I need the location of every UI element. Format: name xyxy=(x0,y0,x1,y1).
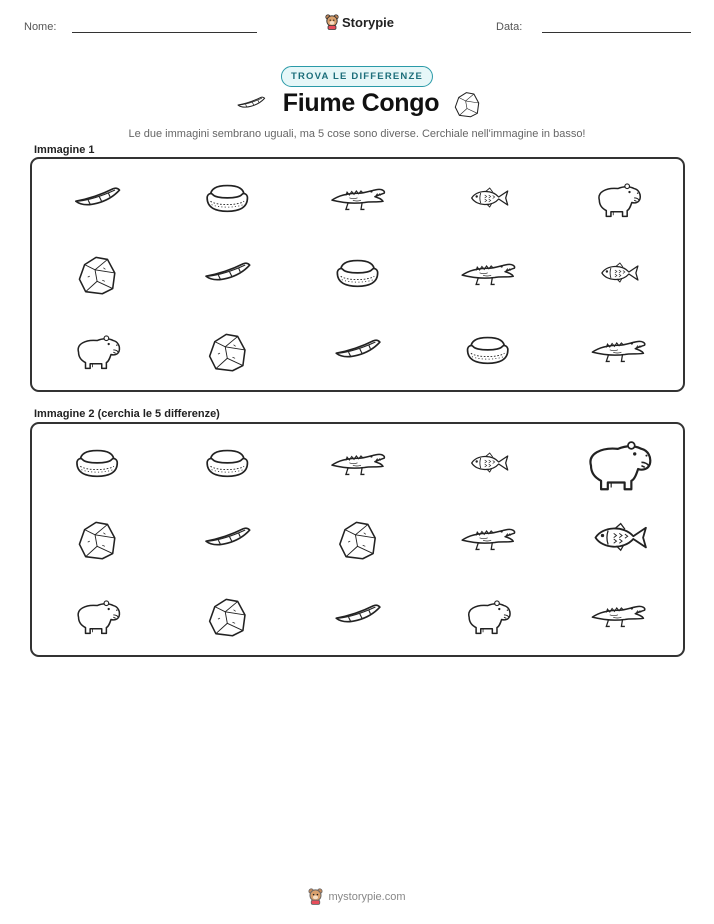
bracelet-icon xyxy=(207,186,247,212)
hippo-icon[interactable] xyxy=(590,442,650,489)
crocodile-icon xyxy=(592,341,644,361)
image2-grid[interactable] xyxy=(32,424,683,655)
hippo-icon xyxy=(78,336,119,368)
date-field[interactable] xyxy=(542,32,691,33)
bracelet-icon[interactable] xyxy=(77,451,117,477)
canoe-icon[interactable] xyxy=(336,605,380,621)
hippo-icon xyxy=(599,184,640,216)
canoe-icon xyxy=(206,263,250,279)
page-title: Fiume Congo xyxy=(282,88,440,117)
rock-icon[interactable] xyxy=(340,522,375,558)
image1-label: Immagine 1 xyxy=(34,144,95,156)
worksheet-type-badge: TROVA LE DIFFERENZE xyxy=(281,66,433,87)
bracelet-icon[interactable] xyxy=(207,451,247,477)
canoe-icon xyxy=(233,92,269,114)
canoe-icon[interactable] xyxy=(206,528,250,544)
footer xyxy=(0,888,714,905)
date-label: Data: xyxy=(496,21,523,33)
instructions: Le due immagini sembrano uguali, ma 5 cose sono diverse. Cerchiale nell'immagine in basso! xyxy=(128,128,586,140)
bracelet-icon xyxy=(468,338,508,364)
canoe-icon xyxy=(76,188,120,204)
title-row xyxy=(0,88,714,118)
image1-panel xyxy=(30,157,685,392)
footer-site: mystorypie.com xyxy=(328,890,406,903)
bracelet-icon xyxy=(337,261,377,287)
canoe-icon xyxy=(336,340,380,356)
bear-logo-icon xyxy=(308,888,323,905)
crocodile-icon xyxy=(462,264,514,284)
brand-name: Storypie xyxy=(342,14,395,30)
rock-icon[interactable] xyxy=(210,599,245,635)
bear-logo-icon xyxy=(325,14,339,30)
crocodile-icon[interactable] xyxy=(332,454,384,474)
name-field[interactable] xyxy=(72,32,257,33)
rock-icon xyxy=(210,334,245,370)
fish-icon[interactable] xyxy=(596,524,646,551)
crocodile-icon xyxy=(332,189,384,209)
image2-label: Immagine 2 (cerchia le 5 differenze) xyxy=(34,408,220,420)
image1-grid xyxy=(32,159,683,390)
rock-icon[interactable] xyxy=(79,522,114,558)
hippo-icon[interactable] xyxy=(469,601,510,633)
rock-icon xyxy=(79,257,114,293)
image2-panel[interactable] xyxy=(30,422,685,657)
fish-icon xyxy=(602,263,638,282)
crocodile-icon[interactable] xyxy=(462,529,514,549)
fish-icon xyxy=(472,188,508,207)
crocodile-icon[interactable] xyxy=(592,606,644,626)
hippo-icon[interactable] xyxy=(78,601,119,633)
name-label: Nome: xyxy=(24,21,57,33)
fish-icon[interactable] xyxy=(472,453,508,472)
brand xyxy=(325,14,394,30)
rock-icon xyxy=(453,88,481,118)
